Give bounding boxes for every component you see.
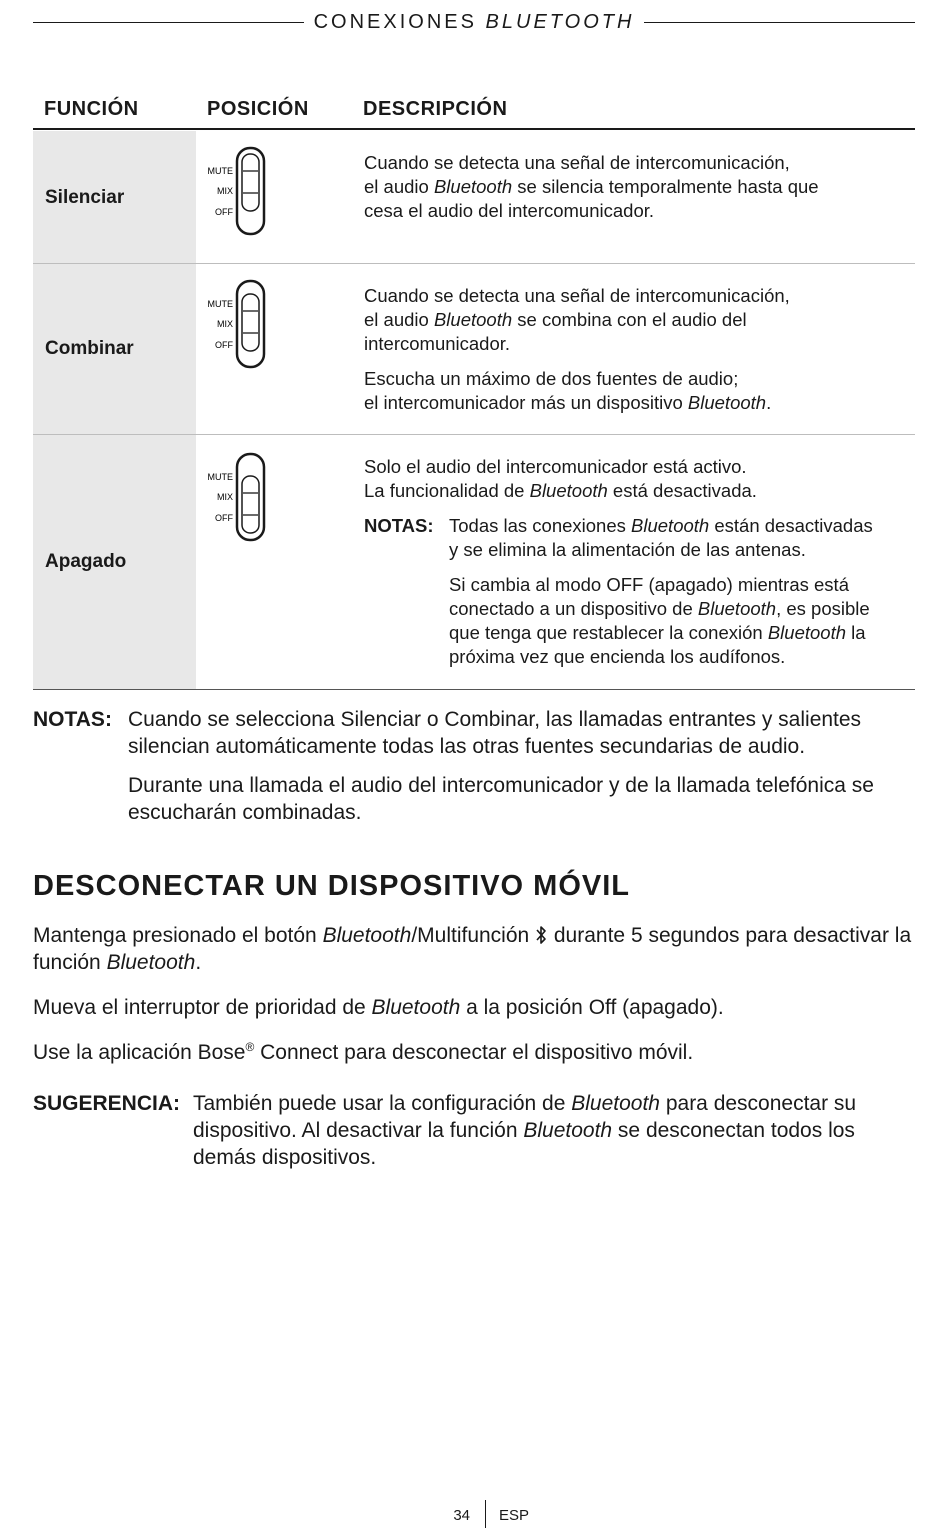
table-row-mix (33, 264, 915, 435)
tip-text: También puede usar la configuración de Bluetooth para desconectar su dispositivo. Al desactivar la función Bluetooth se desconectan todos los demás dispositivos. (193, 1092, 857, 1169)
function-cell (33, 435, 196, 689)
switch-icon-off (205, 451, 269, 548)
notes-label: NOTAS: (33, 708, 112, 731)
svg-text:MIX: MIX (216, 492, 233, 502)
switch-icon-mute (205, 145, 269, 242)
description-cell: Cuando se detecta una señal de intercomunicación, el audio Bluetooth se silencia temporalmente hasta que cesa el audio del intercomunicador. (364, 152, 819, 221)
notes-block (33, 706, 915, 838)
page-number: 34 (453, 1507, 470, 1524)
description-cell: Cuando se detecta una señal de intercomunicación, el audio Bluetooth se combina con el audio del intercomunicador. Escucha un máximo de dos fuentes de audio; el intercomunicador más un dispositivo Bluetooth. (364, 285, 790, 413)
function-label: Apagado (45, 551, 127, 572)
svg-text:OFF: OFF (215, 340, 233, 350)
table-row-off (33, 435, 915, 690)
section-title: DESCONECTAR UN DISPOSITIVO MÓVIL (33, 870, 631, 902)
description-cell: Solo el audio del intercomunicador está activo. La funcionalidad de Bluetooth está desactivada. NOTAS: Todas las conexiones Bluetooth están desactivadas y se elimina la alimentación de las antenas. Si cambia al modo OFF (apagado) mientras está conectado a un dispositivo de Bluetooth, es posible que tenga que restablecer la conexión Bluetooth la próxima vez que encienda los audífonos. (364, 455, 907, 680)
svg-text:MIX: MIX (216, 319, 233, 329)
paragraph-bose-connect: Use la aplicación Bose® Connect para desconectar el dispositivo móvil. (33, 1040, 694, 1064)
function-cell (33, 131, 196, 263)
footer-divider (485, 1500, 486, 1528)
svg-text:OFF: OFF (215, 207, 233, 217)
column-header-description: DESCRIPCIÓN (363, 98, 508, 120)
column-header-position: POSICIÓN (207, 98, 309, 120)
row-notes-label: NOTAS: (364, 515, 434, 536)
note-paragraph: Durante una llamada el audio del intercomunicador y de la llamada telefónica se escucharán combinadas. (128, 774, 874, 824)
svg-text:MUTE: MUTE (207, 166, 233, 176)
svg-text:MIX: MIX (216, 186, 233, 196)
switch-icon-mix (205, 278, 269, 375)
table-row-mute (33, 131, 915, 264)
note-paragraph: Cuando se selecciona Silenciar o Combinar, las llamadas entrantes y salientes silencian automáticamente todas las otras fuentes secundarias de audio. (128, 708, 862, 758)
table-header (33, 94, 915, 130)
paragraph-press-button: Mantenga presionado el botón Bluetooth/Multifunción durante 5 segundos para desactivar la función Bluetooth. (33, 924, 912, 974)
paragraph-priority-switch: Mueva el interruptor de prioridad de Bluetooth a la posición Off (apagado). (33, 996, 724, 1019)
header-rule-right (644, 22, 915, 23)
tip-label: SUGERENCIA: (33, 1092, 181, 1115)
svg-text:MUTE: MUTE (207, 472, 233, 482)
page-header (33, 8, 915, 36)
function-label: Combinar (45, 338, 134, 359)
row-notes: NOTAS: Todas las conexiones Bluetooth están desactivadas y se elimina la alimentación de las antenas. Si cambia al modo OFF (apagado) mientras está conectado a un dispositivo de Bluetooth, es posible que tenga que restablecer la conexión Bluetooth la próxima vez que encienda los audífonos. (364, 514, 907, 680)
function-cell (33, 264, 196, 434)
language-code: ESP (499, 1507, 530, 1524)
page-footer (0, 1500, 950, 1528)
function-label: Silenciar (45, 187, 125, 208)
header-title: CONEXIONES BLUETOOTH (313, 10, 635, 33)
header-rule-left (33, 22, 304, 23)
column-header-function: FUNCIÓN (44, 98, 139, 120)
svg-text:MUTE: MUTE (207, 299, 233, 309)
bluetooth-icon (535, 924, 548, 947)
svg-text:OFF: OFF (215, 513, 233, 523)
tip-block (33, 1090, 915, 1171)
